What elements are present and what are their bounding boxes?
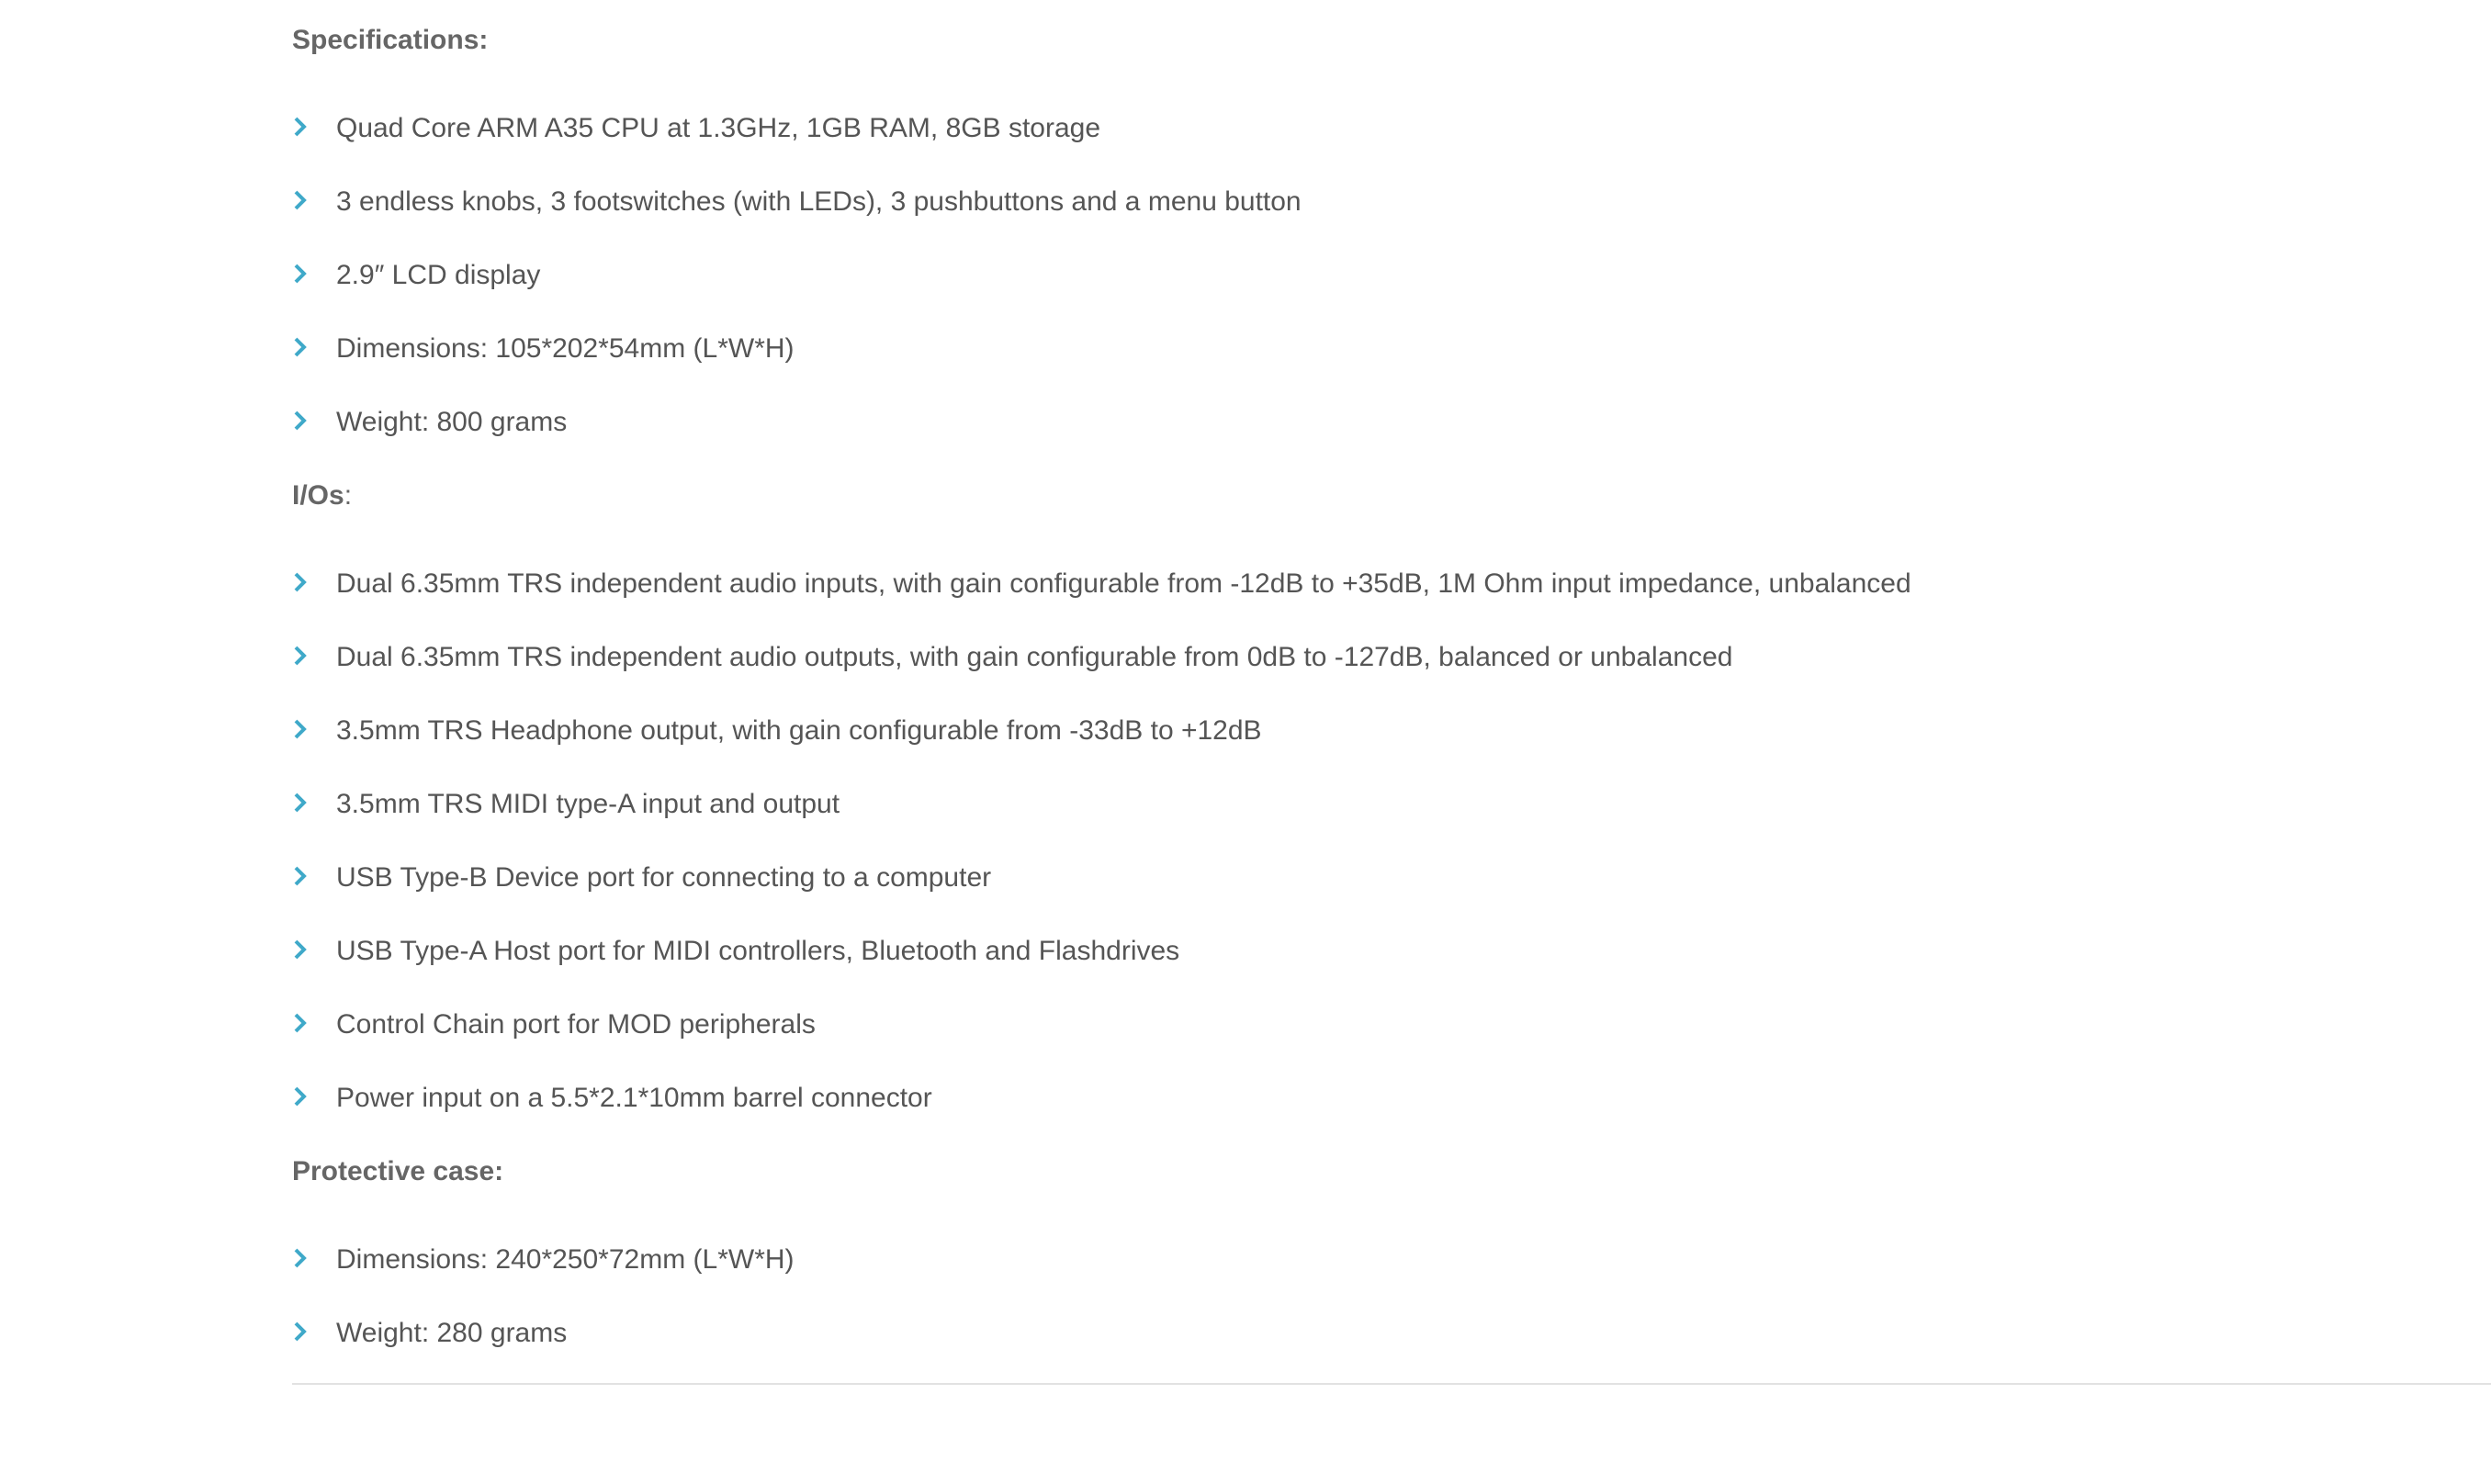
chevron-right-icon <box>292 410 309 432</box>
list-item-text: Control Chain port for MOD peripherals <box>336 1009 816 1040</box>
list-item-text: Weight: 280 grams <box>336 1318 568 1348</box>
list-item-text: Dual 6.35mm TRS independent audio inputs, with gain configurable from -12dB to +35dB, 1M Ohm input impedance, unbalanced <box>336 568 1911 599</box>
chevron-right-icon <box>292 792 309 814</box>
list-item-text: Quad Core ARM A35 CPU at 1.3GHz, 1GB RAM, 8GB storage <box>336 113 1101 143</box>
chevron-right-icon <box>292 571 309 593</box>
chevron-right-icon <box>292 1321 309 1343</box>
chevron-right-icon <box>292 1012 309 1034</box>
list-item-text: USB Type-A Host port for MIDI controllers, Bluetooth and Flashdrives <box>336 936 1180 966</box>
chevron-right-icon <box>292 1085 309 1107</box>
list-item-text: 2.9″ LCD display <box>336 260 541 290</box>
list-item-text: 3.5mm TRS MIDI type-A input and output <box>336 789 840 819</box>
chevron-right-icon <box>292 1247 309 1269</box>
list-item-text: 3.5mm TRS Headphone output, with gain configurable from -33dB to +12dB <box>336 715 1262 746</box>
chevron-right-icon <box>292 645 309 667</box>
chevron-right-icon <box>292 116 309 138</box>
chevron-right-icon <box>292 939 309 961</box>
list-item-text: Power input on a 5.5*2.1*10mm barrel connector <box>336 1083 932 1113</box>
chevron-right-icon <box>292 336 309 358</box>
chevron-right-icon <box>292 263 309 285</box>
list-item-text: Dual 6.35mm TRS independent audio outputs, with gain configurable from 0dB to -127dB, balanced or unbalanced <box>336 642 1733 672</box>
divider <box>292 1383 2491 1385</box>
list-item-text: Weight: 800 grams <box>336 407 568 437</box>
chevron-right-icon <box>292 718 309 740</box>
section-heading-specifications: Specifications: <box>292 25 489 55</box>
list-item-text: Dimensions: 105*202*54mm (L*W*H) <box>336 333 795 364</box>
section-heading-ios: I/Os: <box>292 480 353 511</box>
list-item-text: USB Type-B Device port for connecting to a computer <box>336 862 992 893</box>
list-item-text: 3 endless knobs, 3 footswitches (with LEDs), 3 pushbuttons and a menu button <box>336 186 1302 217</box>
chevron-right-icon <box>292 189 309 211</box>
chevron-right-icon <box>292 865 309 887</box>
section-heading-protective-case: Protective case: <box>292 1156 504 1186</box>
list-item-text: Dimensions: 240*250*72mm (L*W*H) <box>336 1244 795 1275</box>
